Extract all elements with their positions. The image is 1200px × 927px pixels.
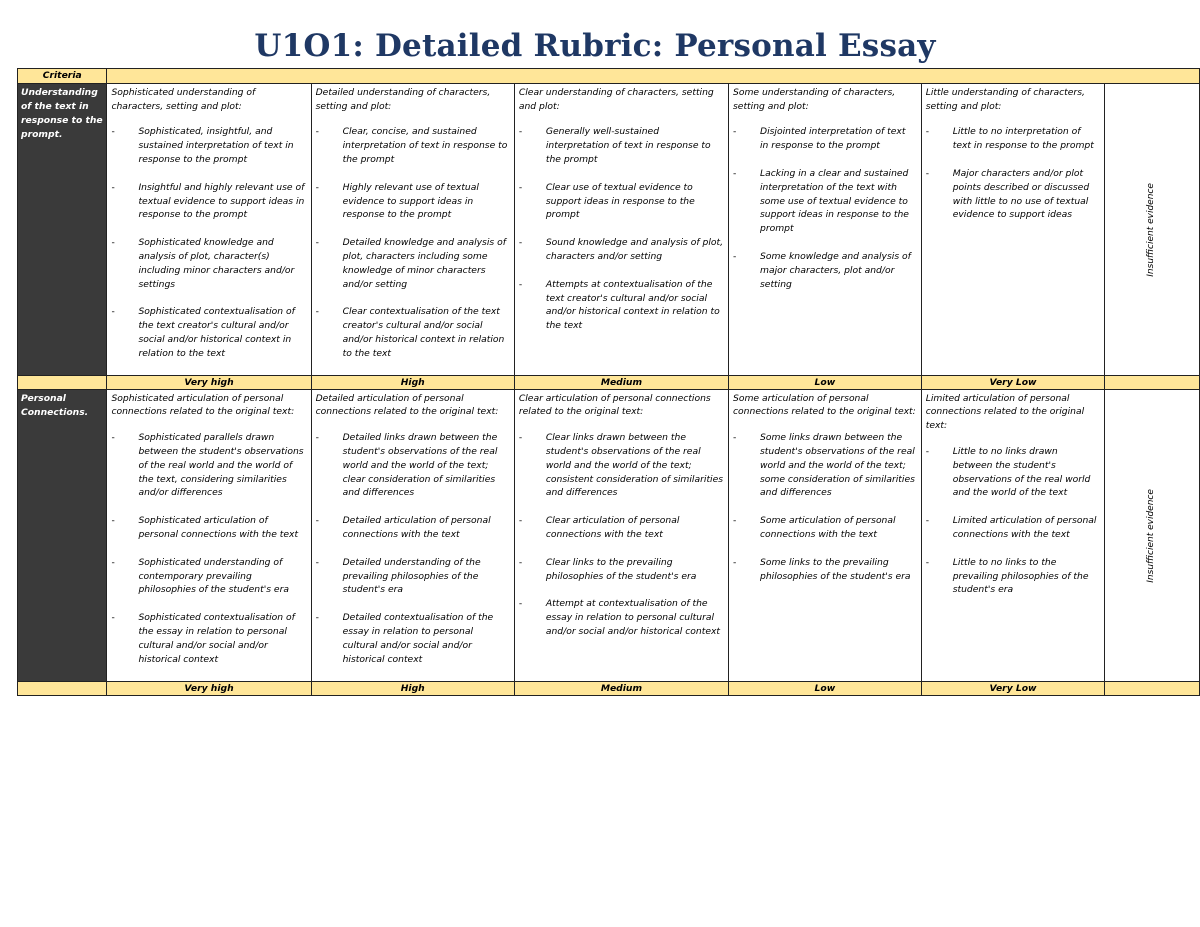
criterion-bullet: - Highly relevant use of textual evidence to support ideas in response to the prompt <box>316 181 510 222</box>
criterion-bullet: - Clear links drawn between the student's observations of the real world and the world of the text; consistent consideration of similarities and differences <box>519 431 724 500</box>
criterion-bullet: - Little to no links to the prevailing philosophies of the student's era <box>926 556 1101 597</box>
criterion-bullet: - Sophisticated contextualisation of the text creator's cultural and/or social and/or historical context in relation to the text <box>111 305 306 360</box>
criterion-bullet: - Little to no links drawn between the student's observations of the real world and the world of the text <box>926 445 1101 500</box>
rubric-cell-medium <box>514 83 728 375</box>
criterion-bullet: - Detailed articulation of personal connections with the text <box>316 514 510 542</box>
grade-blank <box>18 681 107 695</box>
criterion-bullet: - Clear contextualisation of the text creator's cultural and/or social and/or historical context in relation to the text <box>316 305 510 360</box>
criterion-bullet: - Disjointed interpretation of text in response to the prompt <box>733 125 917 153</box>
grade-label: High <box>311 681 514 695</box>
rubric-cell-low <box>729 83 922 375</box>
grade-blank <box>18 375 107 389</box>
cell-intro: Clear understanding of characters, setting and plot: <box>518 86 714 112</box>
criterion-bullet: - Clear articulation of personal connections with the text <box>519 514 724 542</box>
insufficient-evidence-cell <box>1105 83 1200 375</box>
criterion-bullet: - Sophisticated contextualisation of the essay in relation to personal cultural and/or social and/or historical context <box>111 611 306 666</box>
criterion-bullet: - Detailed links drawn between the student's observations of the real world and the world of the text; clear consideration of similarities and differences <box>316 431 510 500</box>
cell-intro: Detailed understanding of characters, setting and plot: <box>315 86 491 112</box>
rubric-cell-very-high <box>107 83 311 375</box>
criterion-bullet: - Sophisticated understanding of contemporary prevailing philosophies of the student's era <box>111 556 306 597</box>
header-blank <box>107 69 1200 84</box>
criterion-bullet: - Detailed knowledge and analysis of plot, characters including some knowledge of minor characters and/or setting <box>316 236 510 291</box>
cell-intro: Clear articulation of personal connections related to the original text: <box>518 392 711 418</box>
grade-row <box>18 681 1200 695</box>
criterion-bullet: - Limited articulation of personal connections with the text <box>926 514 1101 542</box>
criterion-bullet: - Attempts at contextualisation of the text creator's cultural and/or social and/or historical context in relation to the text <box>519 278 724 333</box>
cell-intro: Sophisticated understanding of characters, setting and plot: <box>111 86 256 112</box>
grade-label: Medium <box>514 681 728 695</box>
grade-blank <box>1105 681 1200 695</box>
rubric-cell-low <box>729 389 922 681</box>
criterion-bullet: - Clear use of textual evidence to support ideas in response to the prompt <box>519 181 724 222</box>
insufficient-evidence-label: Insufficient evidence <box>1146 182 1157 277</box>
criterion-bullet: - Sound knowledge and analysis of plot, characters and/or setting <box>519 236 724 264</box>
criterion-row-personal-connections <box>18 389 1200 681</box>
grade-label: Very high <box>107 375 311 389</box>
rubric-cell-very-high <box>107 389 311 681</box>
criterion-bullet: - Some knowledge and analysis of major characters, plot and/or setting <box>733 250 917 291</box>
rubric-cell-medium <box>514 389 728 681</box>
criterion-bullet: - Detailed contextualisation of the essay in relation to personal cultural and/or social and/or historical context <box>316 611 510 666</box>
rubric-cell-very-low <box>921 389 1105 681</box>
cell-intro: Limited articulation of personal connections related to the original text: <box>925 392 1085 432</box>
grade-label: Very Low <box>921 681 1105 695</box>
criterion-label: Personal Connections. <box>18 389 107 681</box>
insufficient-evidence-label: Insufficient evidence <box>1146 488 1157 583</box>
criterion-bullet: - Attempt at contextualisation of the essay in relation to personal cultural and/or social and/or historical context <box>519 597 724 638</box>
criterion-bullet: - Generally well-sustained interpretation of text in response to the prompt <box>519 125 724 166</box>
criterion-bullet: - Sophisticated articulation of personal connections with the text <box>111 514 306 542</box>
grade-row <box>18 375 1200 389</box>
criterion-bullet: - Some links drawn between the student's observations of the real world and the world of the text; some consideration of similarities and differences <box>733 431 917 500</box>
rubric-cell-high <box>311 83 514 375</box>
cell-intro: Detailed articulation of personal connections related to the original text: <box>315 392 499 418</box>
criterion-bullet: - Some articulation of personal connections with the text <box>733 514 917 542</box>
rubric-cell-very-low <box>921 83 1105 375</box>
rubric-cell-high <box>311 389 514 681</box>
insufficient-evidence-cell <box>1105 389 1200 681</box>
criterion-row-understanding <box>18 83 1200 375</box>
grade-label: Medium <box>514 375 728 389</box>
criterion-bullet: - Sophisticated parallels drawn between the student's observations of the real world and the world of the text, considering similarities and/or differences <box>111 431 306 500</box>
criterion-bullet: - Lacking in a clear and sustained interpretation of the text with some use of textual evidence to support ideas in response to the prompt <box>733 167 917 236</box>
grade-label: Low <box>729 375 922 389</box>
criterion-bullet: - Sophisticated knowledge and analysis of plot, character(s) including minor characters and/or settings <box>111 236 306 291</box>
criterion-bullet: - Detailed understanding of the prevailing philosophies of the student's era <box>316 556 510 597</box>
criterion-bullet: - Insightful and highly relevant use of textual evidence to support ideas in response to the prompt <box>111 181 306 222</box>
criterion-bullet: - Little to no interpretation of text in response to the prompt <box>926 125 1101 153</box>
criterion-bullet: - Clear, concise, and sustained interpretation of text in response to the prompt <box>316 125 510 166</box>
criterion-label: Understanding of the text in response to the prompt. <box>18 83 107 375</box>
cell-intro: Sophisticated articulation of personal connections related to the original text: <box>111 392 295 418</box>
grade-label: Very high <box>107 681 311 695</box>
criterion-bullet: - Clear links to the prevailing philosophies of the student's era <box>519 556 724 584</box>
cell-intro: Some articulation of personal connections related to the original text: <box>733 392 916 418</box>
criterion-bullet: - Some links to the prevailing philosophies of the student's era <box>733 556 917 584</box>
cell-intro: Some understanding of characters, setting and plot: <box>733 86 896 112</box>
rubric-table <box>17 68 1200 696</box>
criterion-bullet: - Major characters and/or plot points described or discussed with little to no use of textual evidence to support ideas <box>926 167 1101 222</box>
grade-label: Low <box>729 681 922 695</box>
grade-blank <box>1105 375 1200 389</box>
cell-intro: Little understanding of characters, setting and plot: <box>925 86 1085 112</box>
criteria-header: Criteria <box>18 69 107 84</box>
grade-label: Very Low <box>921 375 1105 389</box>
page-title: U1O1: Detailed Rubric: Personal Essay <box>254 28 936 64</box>
grade-label: High <box>311 375 514 389</box>
header-row <box>18 69 1200 84</box>
criterion-bullet: - Sophisticated, insightful, and sustained interpretation of text in response to the prompt <box>111 125 306 166</box>
